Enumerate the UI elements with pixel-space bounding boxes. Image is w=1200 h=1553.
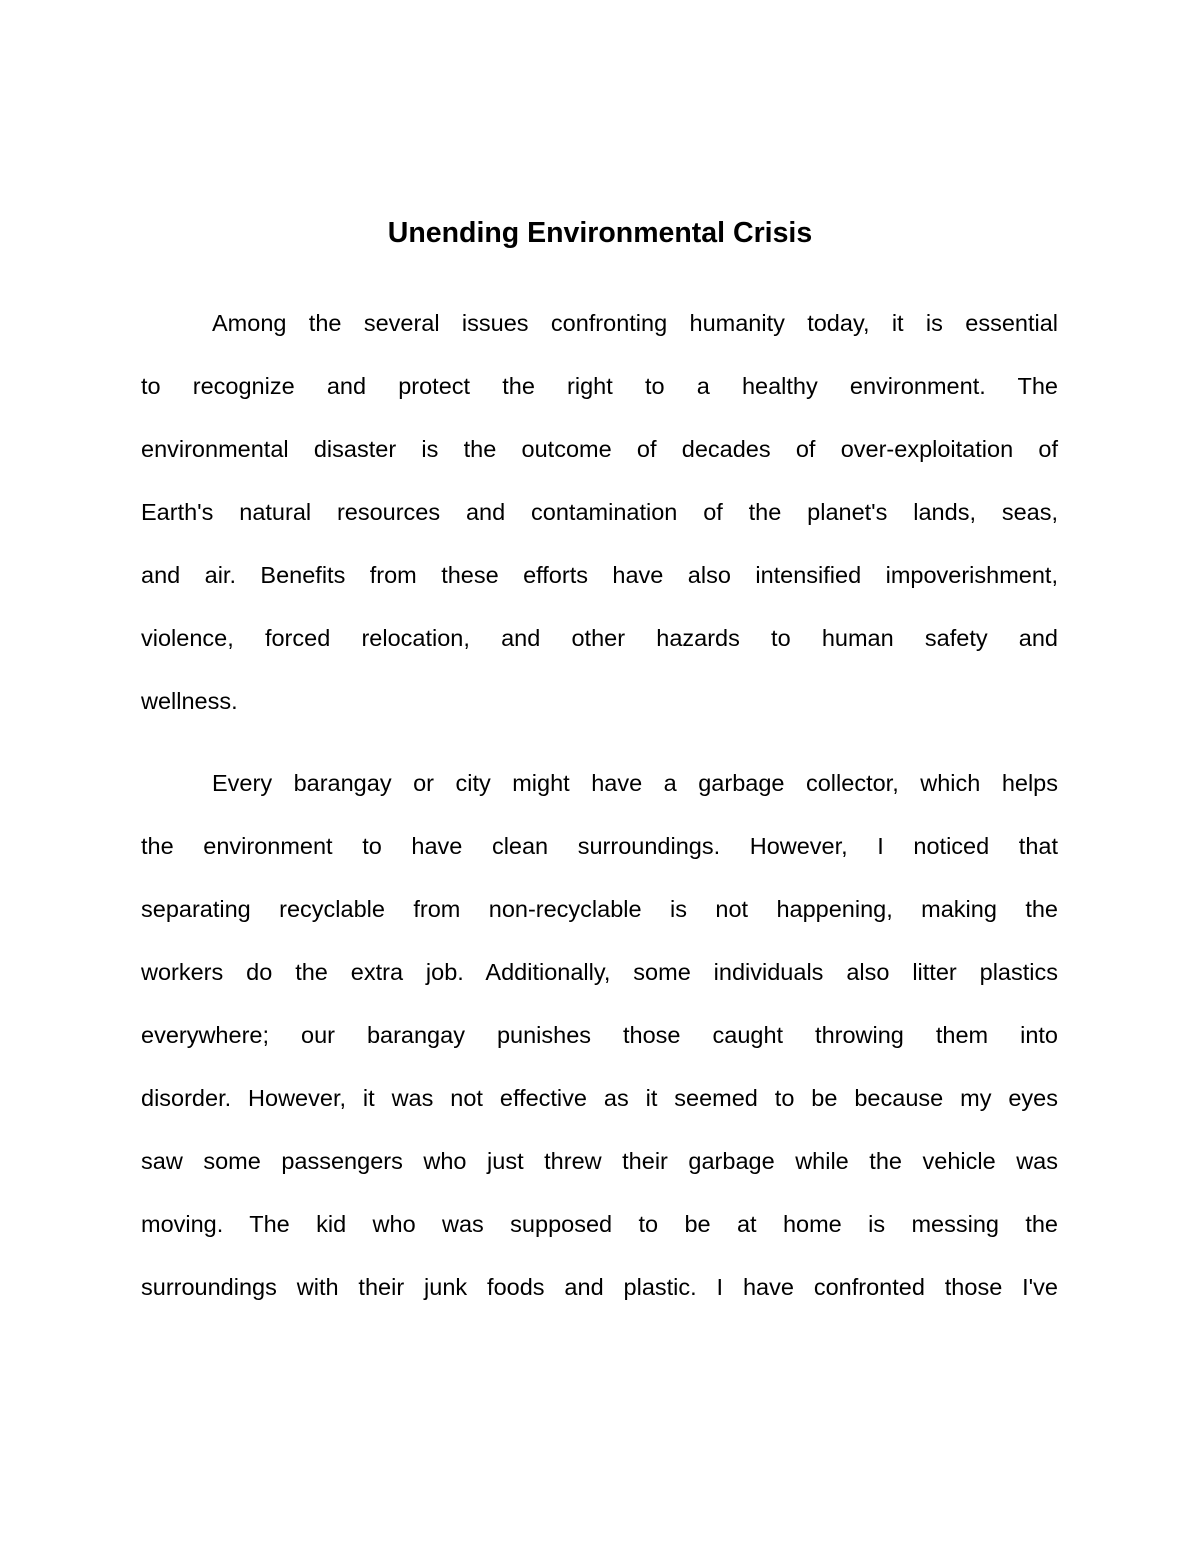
paragraph-line: and air. Benefits from these efforts have also intensified impoverishment, <box>141 562 1058 588</box>
paragraph-line: environmental disaster is the outcome of decades of over-exploitation of <box>141 436 1058 462</box>
paragraph-line: disorder. However, it was not effective as it seemed to be because my eyes <box>141 1085 1058 1111</box>
paragraph-line: surroundings with their junk foods and plastic. I have confronted those I've <box>141 1274 1058 1300</box>
paragraph-spacer <box>141 744 1058 763</box>
paragraph-line: the environment to have clean surroundings. However, I noticed that <box>141 833 1058 859</box>
paragraph-line: everywhere; our barangay punishes those caught throwing them into <box>141 1022 1058 1048</box>
paragraph-line: Among the several issues confronting humanity today, it is essential <box>212 310 1058 336</box>
paragraph-line: separating recyclable from non-recyclable is not happening, making the <box>141 896 1058 922</box>
paragraph-line: saw some passengers who just threw their garbage while the vehicle was <box>141 1148 1058 1174</box>
paragraph-line: moving. The kid who was supposed to be at home is messing the <box>141 1211 1058 1237</box>
paragraph-2 <box>141 763 1058 1330</box>
paragraph-line: violence, forced relocation, and other hazards to human safety and <box>141 625 1058 651</box>
paragraph-line: workers do the extra job. Additionally, some individuals also litter plastics <box>141 959 1058 985</box>
paragraph-line: wellness. <box>141 688 238 714</box>
paragraph-1 <box>141 303 1058 744</box>
paragraph-line: Every barangay or city might have a garbage collector, which helps <box>212 770 1058 796</box>
paragraph-line: to recognize and protect the right to a healthy environment. The <box>141 373 1058 399</box>
paragraph-line: Earth's natural resources and contamination of the planet's lands, seas, <box>141 499 1058 525</box>
document-body <box>141 303 1058 1330</box>
document-title: Unending Environmental Crisis <box>387 217 813 249</box>
